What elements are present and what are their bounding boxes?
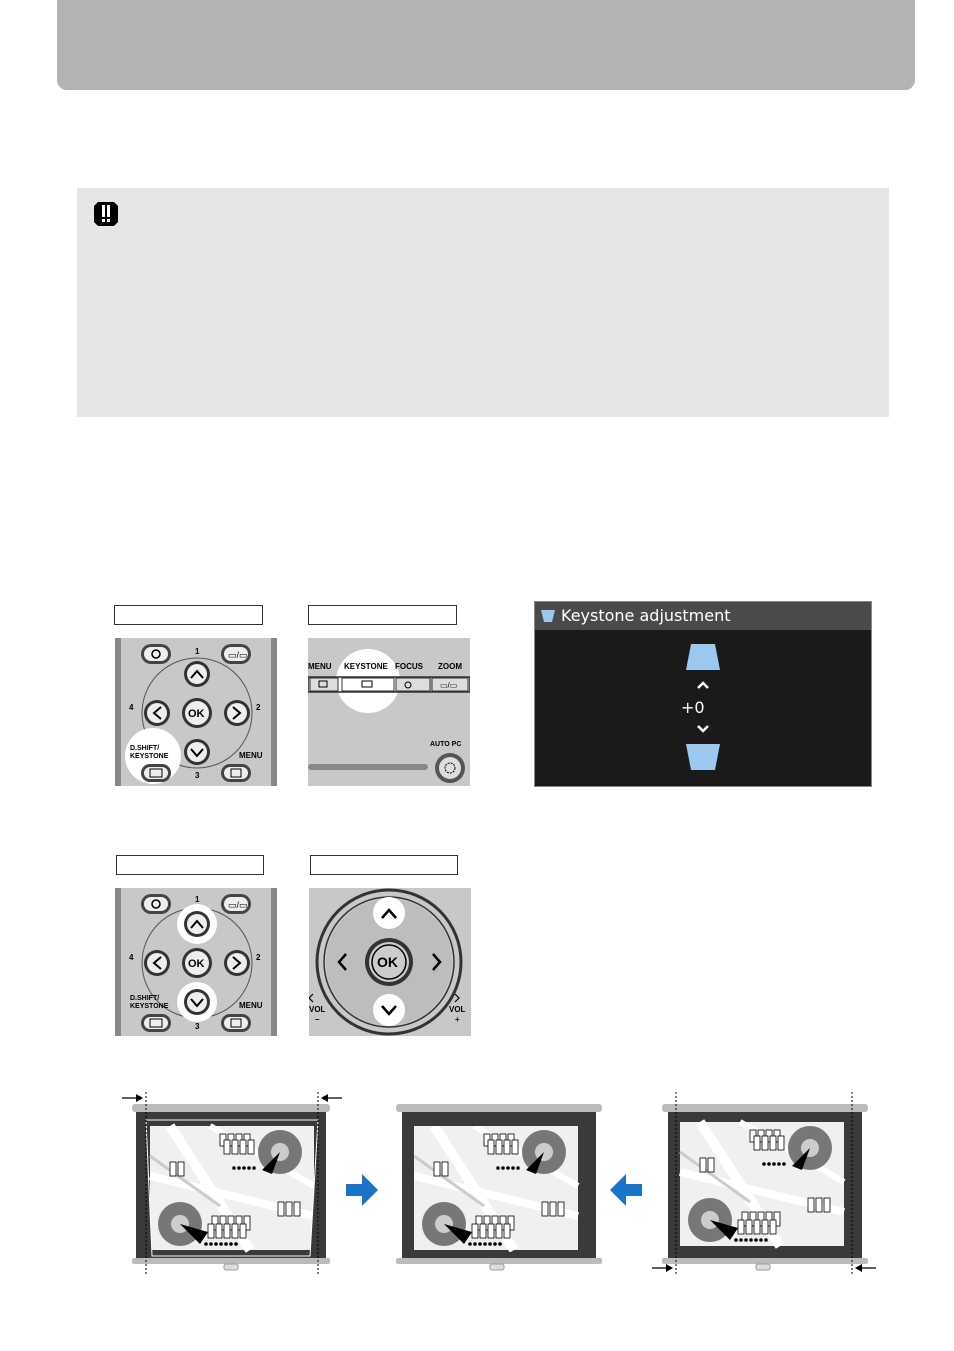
power-icon-button[interactable]: [141, 894, 171, 914]
down-button[interactable]: [184, 989, 210, 1015]
left-button[interactable]: [144, 950, 170, 976]
header-bar: [57, 0, 915, 90]
panel-focus-label: FOCUS: [395, 662, 423, 671]
projector-ok-button[interactable]: [365, 938, 413, 986]
keystone-top-wide-icon: [686, 644, 720, 670]
ok-label: OK: [188, 958, 205, 970]
projector-dpad-panel: [309, 888, 471, 1036]
menu-label: MENU: [239, 1001, 263, 1010]
svg-text:▭/▭: ▭/▭: [228, 650, 248, 660]
projector-ok-label: OK: [377, 954, 398, 970]
chevron-down-icon[interactable]: [696, 724, 710, 734]
osd-title: Keystone adjustment: [561, 606, 731, 625]
vol-minus-label: VOL: [309, 1005, 326, 1014]
keystone-button[interactable]: [141, 764, 171, 782]
remote-num-1: 1: [195, 647, 200, 656]
remote-num-4: 4: [129, 953, 134, 962]
remote-control-arrows: [115, 888, 277, 1036]
remote-label-step1: [114, 605, 263, 625]
remote-num-1: 1: [195, 895, 200, 904]
input-icon-button[interactable]: [221, 644, 251, 664]
up-button[interactable]: [184, 911, 210, 937]
screen-after-keystone: [652, 1092, 876, 1274]
projector-up-button[interactable]: [373, 897, 405, 929]
right-button[interactable]: [224, 950, 250, 976]
auto-pc-button[interactable]: [435, 753, 465, 783]
panel-keystone-button[interactable]: [342, 678, 394, 691]
dshift-label: D.SHIFT/: [130, 745, 160, 752]
menu-label: MENU: [239, 751, 263, 760]
auto-pc-label: AUTO PC: [430, 741, 462, 748]
keystone-value: +0: [681, 698, 705, 717]
projector-down-button[interactable]: [373, 994, 405, 1026]
up-button[interactable]: [184, 661, 210, 687]
keystone-trapezoid-icon: [541, 610, 555, 622]
svg-text:▭/▭: ▭/▭: [228, 900, 248, 910]
menu-button[interactable]: [221, 1014, 251, 1032]
osd-title-bar: [535, 602, 871, 630]
remote-num-3: 3: [195, 771, 200, 780]
keystone-label: KEYSTONE: [130, 753, 169, 760]
chevron-up-icon[interactable]: [696, 680, 710, 690]
dshift-label: D.SHIFT/: [130, 995, 160, 1002]
keystone-bottom-wide-icon: [686, 744, 720, 770]
power-icon-button[interactable]: [141, 644, 171, 664]
panel-zoom-button[interactable]: [432, 678, 468, 691]
ok-button[interactable]: [182, 948, 212, 978]
right-button[interactable]: [224, 700, 250, 726]
keystone-screens-illustration: [118, 1088, 880, 1278]
remote-control-keystone: [115, 638, 277, 786]
panel-zoom-label: ZOOM: [438, 662, 462, 671]
ok-button[interactable]: [182, 698, 212, 728]
input-icon-button[interactable]: [221, 894, 251, 914]
arrow-left-icon: [610, 1174, 642, 1206]
panel-keystone-label: KEYSTONE: [344, 662, 388, 671]
remote-num-2: 2: [256, 703, 261, 712]
remote-num-2: 2: [256, 953, 261, 962]
screen-corrected: [396, 1104, 602, 1270]
vol-plus-label: VOL: [449, 1005, 466, 1014]
menu-button[interactable]: [221, 764, 251, 782]
svg-text:▭/▭: ▭/▭: [440, 681, 458, 690]
minus-sign: –: [315, 1015, 320, 1024]
screen-before-keystone: [122, 1092, 342, 1274]
keystone-label: KEYSTONE: [130, 1003, 169, 1010]
projector-control-panel: [308, 638, 470, 786]
projector-label-step2: [310, 855, 458, 875]
remote-num-3: 3: [195, 1022, 200, 1031]
caution-icon: [92, 200, 120, 228]
remote-label-step2: [116, 855, 264, 875]
arrow-right-icon: [346, 1174, 378, 1206]
remote-num-4: 4: [129, 703, 134, 712]
keystone-adjustment-osd: [534, 601, 872, 787]
left-button[interactable]: [144, 700, 170, 726]
plus-sign: +: [455, 1015, 460, 1024]
down-button[interactable]: [184, 739, 210, 765]
panel-menu-label: MENU: [308, 662, 332, 671]
ok-label: OK: [188, 708, 205, 720]
caution-box: [77, 188, 889, 417]
projector-label-step1: [308, 605, 457, 625]
keystone-button[interactable]: [141, 1014, 171, 1032]
panel-menu-button[interactable]: [310, 678, 338, 691]
panel-focus-button[interactable]: [396, 678, 430, 691]
